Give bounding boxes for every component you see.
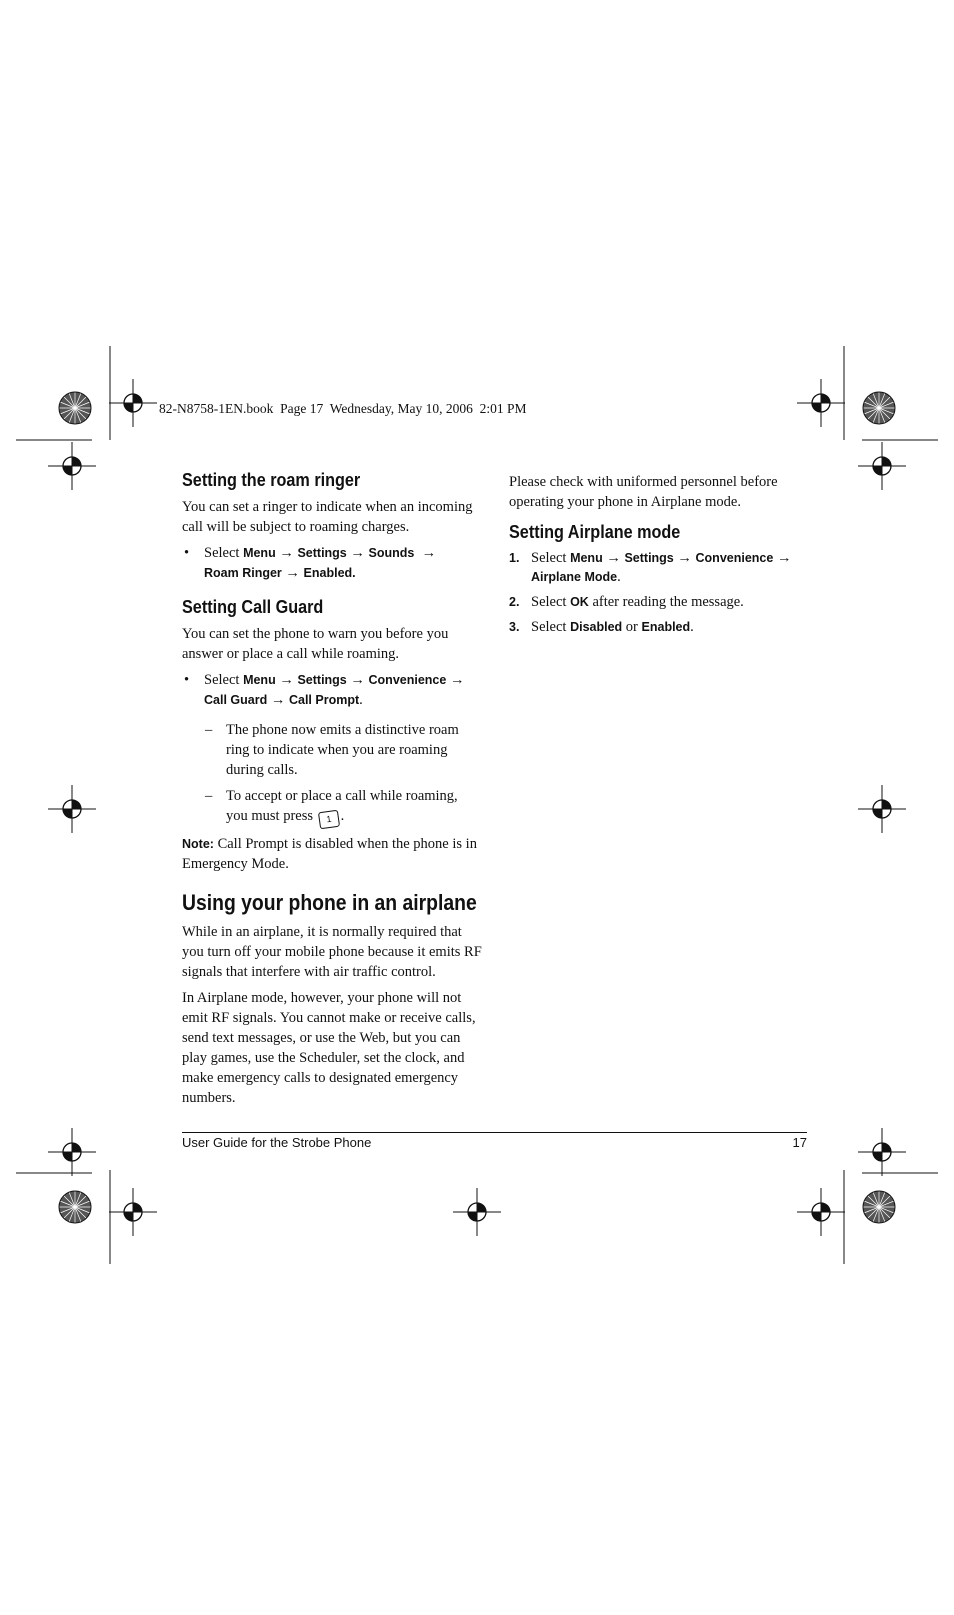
roam-ringer-intro: You can set a ringer to indicate when an incoming call will be subject to roaming charges. (182, 499, 473, 535)
airplane-mode-label: Airplane Mode (531, 570, 618, 584)
settings-label: Settings (624, 551, 674, 565)
bullet-marker: • (184, 545, 190, 561)
sounds-label: Sounds (368, 546, 415, 560)
step-text: after reading the message. (588, 594, 744, 610)
period: . (617, 569, 621, 585)
convenience-label: Convenience (368, 673, 447, 687)
arrow: → (677, 550, 692, 566)
airplane-paragraph-1: While in an airplane, it is normally required that you turn off your mobile phone because it emits RF signals that interfere with air traffic control. (182, 924, 482, 980)
dash-marker: – (205, 788, 213, 804)
period: . (359, 692, 363, 708)
call-guard-label: Call Guard (204, 693, 268, 707)
arrow: → (449, 672, 465, 688)
disabled-label: Disabled (570, 620, 623, 634)
step-text: or (622, 619, 642, 635)
heading-call-guard: Setting Call Guard (182, 597, 324, 617)
arrow: → (279, 672, 294, 688)
enabled-label: Enabled (641, 620, 691, 634)
call-guard-sub-item (182, 786, 482, 828)
step-number: 3. (509, 620, 520, 634)
arrow: → (606, 550, 621, 566)
period: . (340, 808, 345, 824)
arrow: → (776, 550, 792, 566)
roam-ringer-label: Roam Ringer (204, 566, 282, 580)
airplane-paragraph-2: In Airplane mode, however, your phone will not emit RF signals. You cannot make or receive calls, send text messages, or use the Web, but you can play games, use the Scheduler, set the clock, and make emergency calls to designated emergency numbers. (182, 990, 476, 1106)
airplane-step-1 (509, 549, 809, 587)
period: . (690, 619, 694, 635)
book-file-header: 82-N8758-1EN.book Page 17 Wednesday, May 10, 2006 2:01 PM (159, 401, 527, 416)
settings-label: Settings (297, 673, 347, 687)
right-column (509, 472, 809, 643)
sub-item-text: To accept or place a call while roaming, you must press (226, 788, 458, 824)
sub-item-text: The phone now emits a distinctive roam ring to indicate when you are roaming during calls. (226, 722, 459, 778)
menu-label: Menu (243, 673, 276, 687)
arrow: → (350, 545, 365, 561)
airplane-intro: Please check with uniformed personnel before operating your phone in Airplane mode. (509, 474, 778, 510)
page-footer (182, 1132, 807, 1150)
step-text: Select (531, 594, 571, 610)
step-text: Select (531, 550, 571, 566)
arrow: → (279, 545, 294, 561)
ok-label: OK (570, 595, 589, 609)
airplane-step-3 (509, 618, 809, 637)
call-guard-step (182, 670, 482, 710)
menu-label: Menu (570, 551, 603, 565)
step-text: Select (204, 672, 244, 688)
call-guard-sub-item (182, 720, 482, 780)
enabled-label: Enabled. (303, 566, 356, 580)
menu-label: Menu (243, 546, 276, 560)
note-label: Note: (182, 837, 214, 851)
note-text: Call Prompt is disabled when the phone is in Emergency Mode. (182, 836, 477, 872)
settings-label: Settings (297, 546, 347, 560)
bullet-marker: • (184, 672, 190, 688)
page-number: 17 (792, 1135, 807, 1150)
step-text: Select (531, 619, 571, 635)
arrow: → (421, 545, 437, 561)
call-guard-intro: You can set the phone to warn you before you answer or place a call while roaming. (182, 626, 449, 662)
arrow: → (350, 672, 365, 688)
heading-roam-ringer: Setting the roam ringer (182, 470, 361, 490)
talk-key-icon: 1 (318, 810, 340, 830)
airplane-step-2 (509, 593, 809, 612)
convenience-label: Convenience (695, 551, 774, 565)
heading-airplane-mode: Setting Airplane mode (509, 522, 681, 542)
call-prompt-label: Call Prompt (288, 693, 360, 707)
guide-title: User Guide for the Strobe Phone (182, 1135, 372, 1150)
step-text: Select (204, 545, 244, 561)
left-column (182, 470, 482, 1114)
step-number: 2. (509, 595, 520, 609)
arrow: → (285, 565, 300, 581)
call-guard-note (182, 834, 482, 874)
arrow: → (270, 692, 286, 708)
roam-ringer-step (182, 543, 482, 583)
step-number: 1. (509, 551, 520, 565)
heading-airplane: Using your phone in an airplane (182, 890, 477, 915)
dash-marker: – (205, 722, 213, 738)
